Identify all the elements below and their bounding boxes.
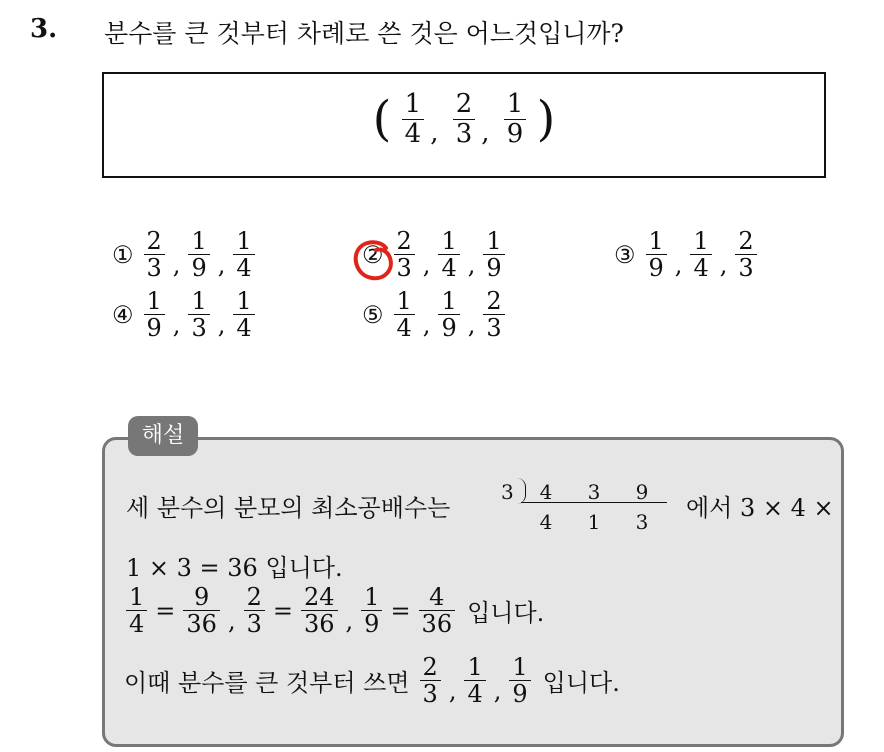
option-fraction (188, 288, 209, 342)
numerator: 2 (246, 583, 262, 611)
equivalent-fraction (419, 584, 456, 638)
option-fraction (483, 228, 504, 282)
division-bottom-cell: 1 (587, 510, 601, 534)
denominator: 3 (422, 680, 438, 709)
solution-line-1: 세 분수의 분모의 최소공배수는 (126, 494, 451, 522)
numerator: 1 (512, 653, 528, 681)
line-tail: 입니다. (542, 669, 620, 698)
numerator: 1 (129, 583, 145, 611)
option-fraction (233, 288, 254, 342)
option-mark: ⑤ (362, 300, 384, 329)
question-text: 분수를 큰 것부터 차례로 쓴 것은 어느것입니까? (104, 19, 624, 48)
solution-line-1-tail: 에서 3 × 4 × (686, 494, 834, 522)
fraction (361, 584, 382, 638)
denominator: 36 (421, 610, 453, 639)
fraction (509, 654, 530, 708)
option-fraction (188, 228, 209, 282)
question-number: 3. (30, 14, 58, 44)
division-bottom-cell: 4 (539, 510, 553, 534)
fraction (126, 584, 147, 638)
denominator: 9 (441, 314, 457, 343)
fraction (420, 654, 441, 708)
numerator: 1 (191, 287, 207, 315)
comma: , (172, 310, 181, 339)
division-top-row (521, 480, 667, 503)
option-fraction (690, 228, 711, 282)
numerator: 1 (693, 227, 709, 255)
comma: , (172, 250, 181, 279)
numerator: 1 (236, 287, 252, 315)
numerator: 4 (429, 583, 445, 611)
equivalent-fraction (301, 584, 338, 638)
denominator: 3 (486, 314, 502, 343)
numerator: 1 (506, 89, 524, 119)
comma: , (217, 310, 226, 339)
division-top-cell: 3 (587, 480, 601, 504)
option-fraction (735, 228, 756, 282)
comma: , (217, 250, 226, 279)
numerator: 1 (191, 227, 207, 255)
numerator: 2 (738, 227, 754, 255)
option-1[interactable] (112, 228, 257, 282)
comma: , (481, 118, 490, 149)
comma: , (422, 310, 431, 339)
denominator: 36 (186, 610, 217, 639)
numerator: 9 (194, 583, 210, 611)
division-top-cell: 4 (539, 480, 553, 504)
denominator: 4 (693, 254, 709, 283)
numerator: 1 (364, 583, 380, 611)
denominator: 4 (129, 610, 145, 639)
given-box (102, 72, 826, 178)
comma: , (448, 676, 457, 705)
comma: , (430, 118, 439, 149)
numerator: 1 (486, 227, 502, 255)
denominator: 3 (246, 610, 262, 639)
comma: , (467, 310, 476, 339)
denominator: 9 (364, 610, 380, 639)
division-bottom-cell: 3 (635, 510, 649, 534)
division-top-cell: 9 (635, 480, 649, 504)
denominator: 3 (738, 254, 754, 283)
equals-sign: = (155, 596, 176, 625)
numerator: 1 (146, 287, 162, 315)
numerator: 1 (404, 89, 422, 119)
numerator: 1 (467, 653, 483, 681)
option-fraction (233, 228, 254, 282)
comma: , (227, 606, 236, 635)
numerator: 1 (441, 227, 457, 255)
numerator: 2 (146, 227, 162, 255)
numerator: 1 (236, 227, 252, 255)
numerator: 2 (396, 227, 412, 255)
denominator: 9 (648, 254, 664, 283)
solution-label: 해설 (128, 416, 198, 456)
option-fraction (144, 288, 165, 342)
line-text: 이때 분수를 큰 것부터 쓰면 (124, 669, 410, 698)
option-fraction (144, 228, 165, 282)
solution-line-4 (124, 654, 620, 708)
denominator: 3 (191, 314, 207, 343)
denominator: 9 (146, 314, 162, 343)
given-fraction-2 (453, 90, 476, 148)
option-mark: ② (362, 240, 384, 269)
fraction (244, 584, 265, 638)
denominator: 4 (396, 314, 412, 343)
option-fraction (483, 288, 504, 342)
denominator: 36 (303, 610, 335, 639)
denominator: 9 (512, 680, 528, 709)
comma: , (467, 250, 476, 279)
option-fraction (646, 228, 667, 282)
denominator: 4 (467, 680, 483, 709)
denominator: 9 (506, 118, 524, 149)
close-paren: ) (536, 91, 556, 148)
comma: , (345, 606, 354, 635)
denominator: 9 (486, 254, 502, 283)
denominator: 4 (236, 254, 252, 283)
answer-circle-annotation (352, 236, 398, 282)
option-4[interactable] (112, 288, 257, 342)
option-mark: ④ (112, 300, 134, 329)
given-fraction-3 (504, 90, 527, 148)
equals-sign: = (390, 596, 411, 625)
numerator: 1 (648, 227, 664, 255)
numerator: 2 (486, 287, 502, 315)
comma: , (422, 250, 431, 279)
comma: , (674, 250, 683, 279)
option-fraction (438, 228, 459, 282)
solution-line-2: 1 × 3 = 36 입니다. (126, 554, 343, 582)
given-fraction-1 (402, 90, 425, 148)
line-tail: 입니다. (467, 599, 545, 628)
denominator: 4 (236, 314, 252, 343)
denominator: 9 (191, 254, 207, 283)
division-ladder (499, 476, 675, 536)
denominator: 4 (404, 118, 422, 149)
open-paren: ( (372, 91, 392, 148)
equals-sign: = (272, 596, 293, 625)
option-mark: ① (112, 240, 134, 269)
option-fraction (394, 288, 415, 342)
division-bottom-row (521, 510, 667, 532)
numerator: 1 (396, 287, 412, 315)
comma: , (493, 676, 502, 705)
equivalent-fraction (183, 584, 220, 638)
option-5[interactable] (362, 288, 507, 342)
denominator: 3 (146, 254, 162, 283)
numerator: 24 (303, 583, 335, 611)
option-3[interactable] (614, 228, 759, 282)
option-fraction (438, 288, 459, 342)
option-mark: ③ (614, 240, 636, 269)
comma: , (719, 250, 728, 279)
denominator: 3 (396, 254, 412, 283)
denominator: 3 (455, 118, 473, 149)
given-expression (104, 90, 824, 148)
numerator: 1 (441, 287, 457, 315)
fraction (464, 654, 485, 708)
denominator: 4 (441, 254, 457, 283)
solution-line-3 (124, 584, 544, 638)
numerator: 2 (455, 89, 473, 119)
divisor: 3 (501, 480, 514, 504)
numerator: 2 (422, 653, 438, 681)
